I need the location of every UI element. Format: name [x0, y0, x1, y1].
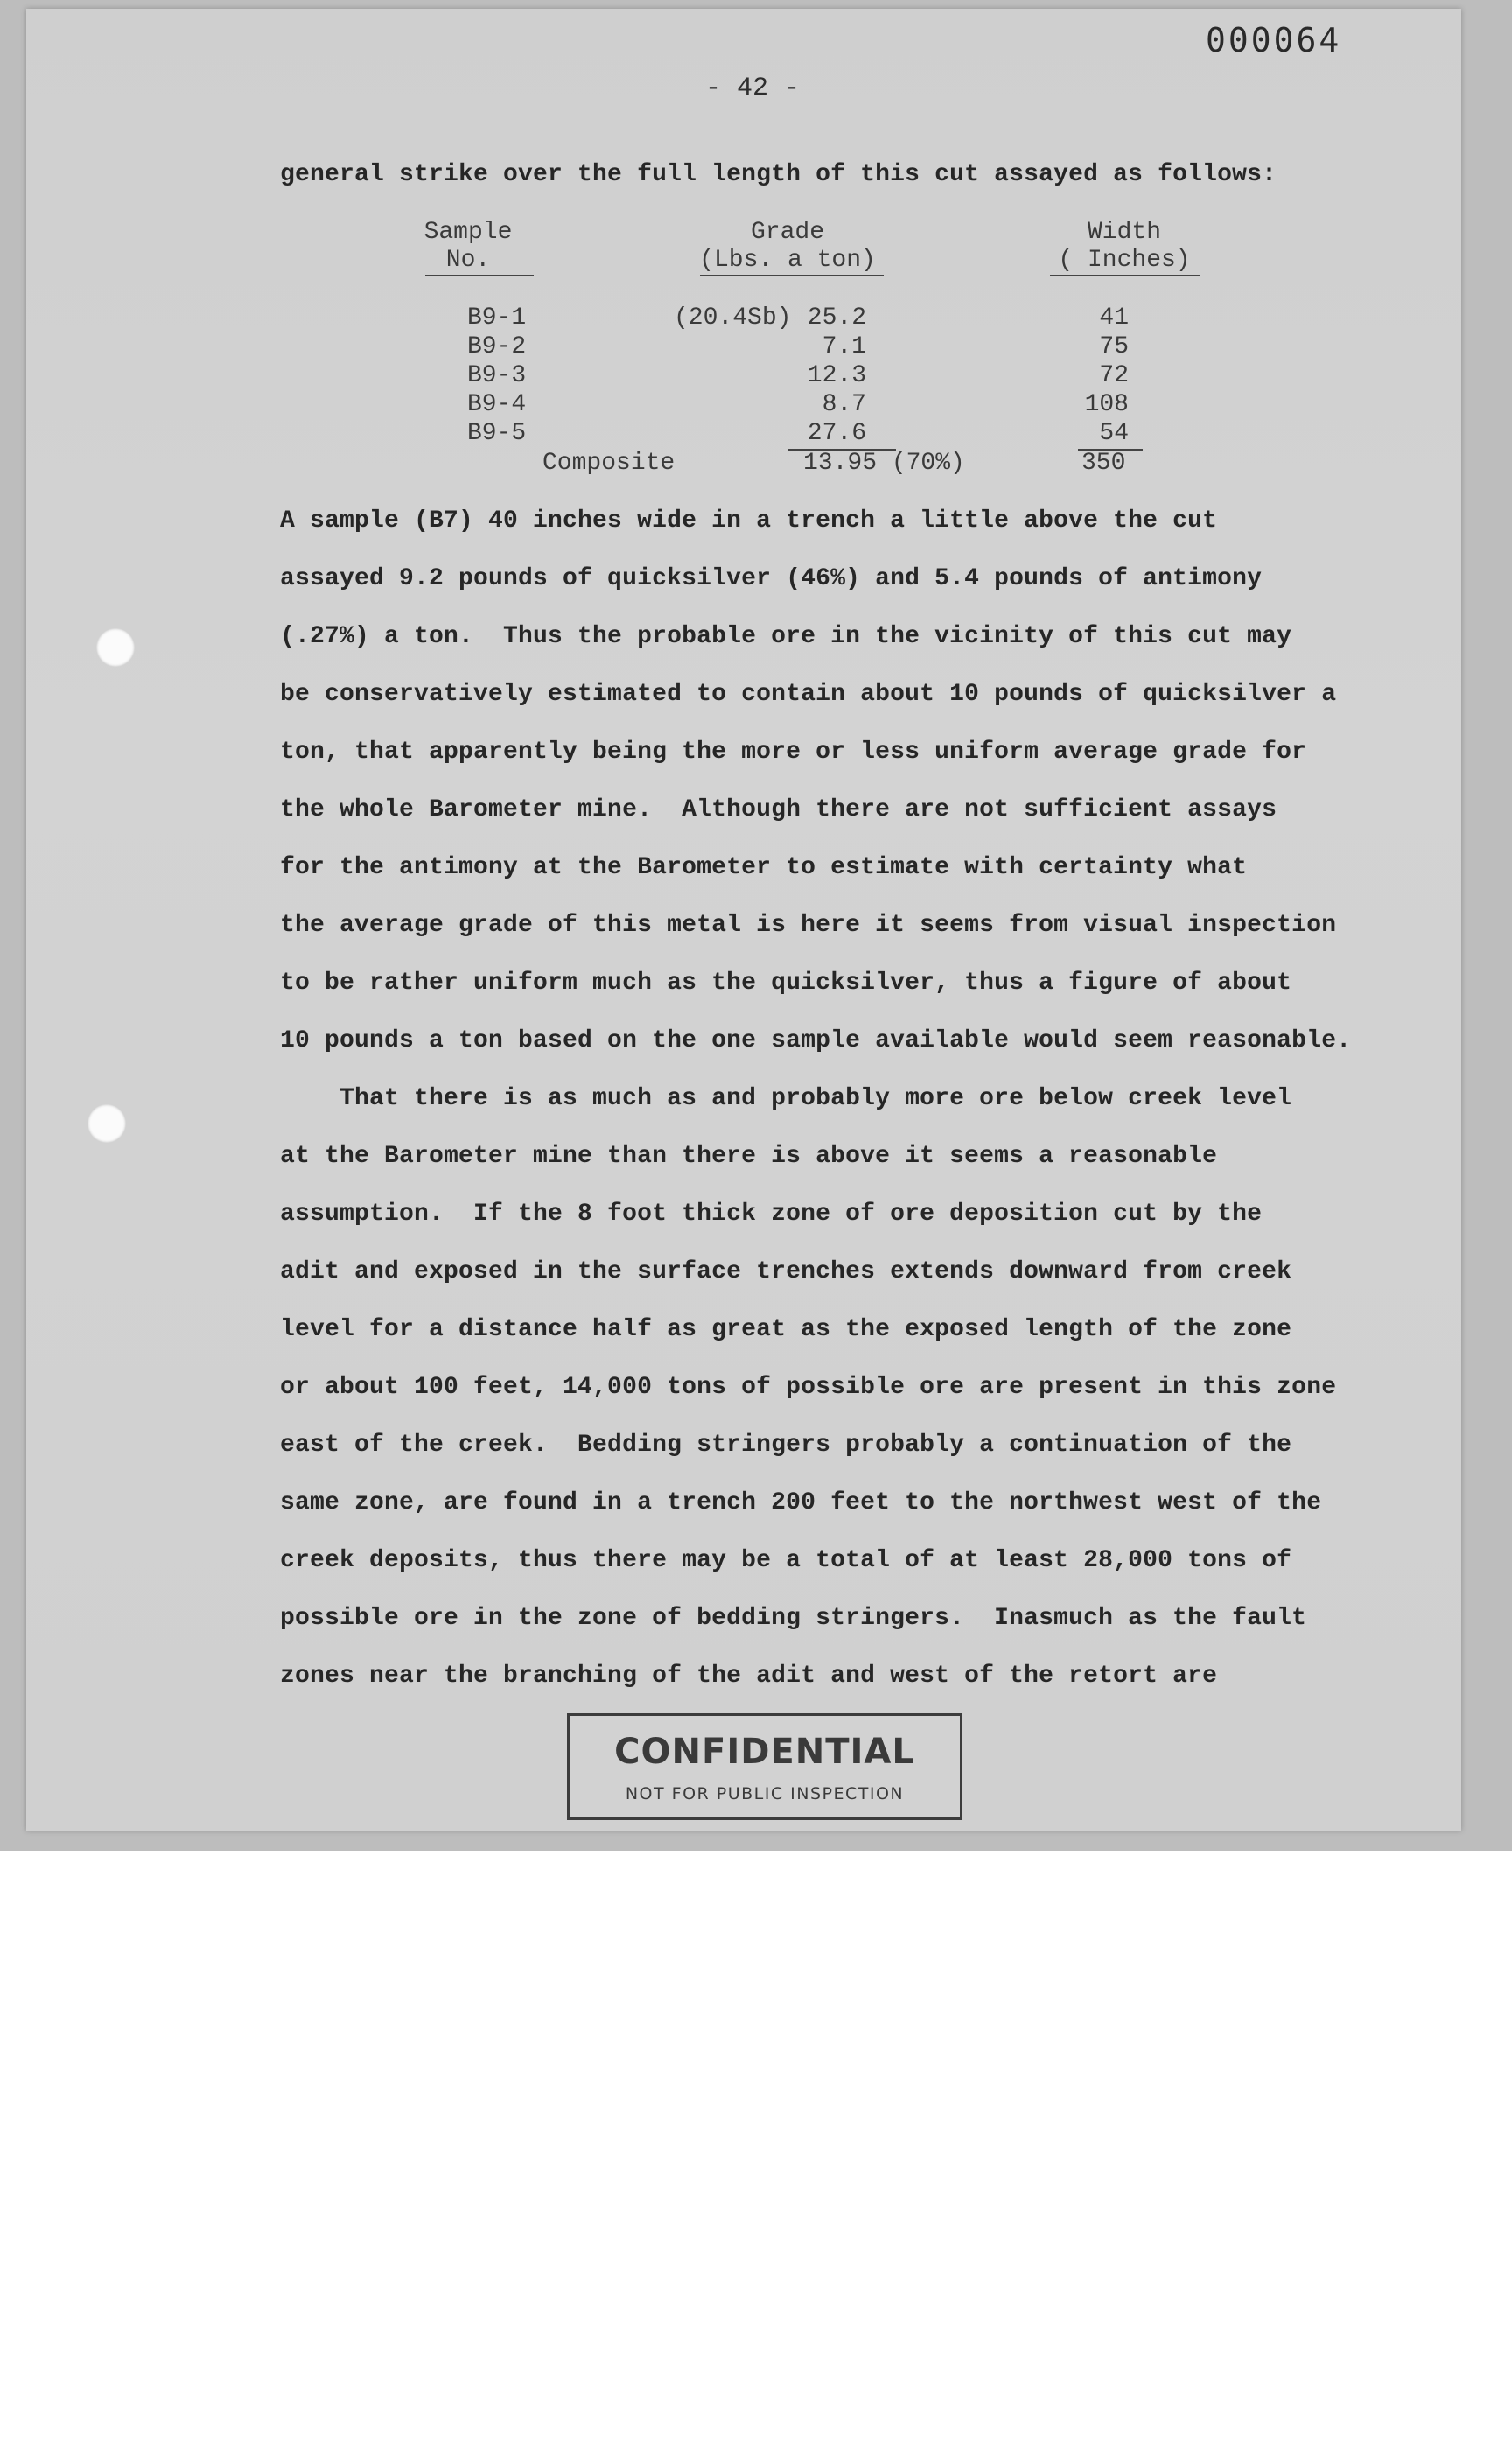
punch-hole-lower: [88, 1104, 126, 1143]
table-row-sample: B9-5: [467, 420, 527, 447]
header-sample-line1: Sample: [424, 219, 513, 246]
document-number: 000064: [1206, 21, 1342, 60]
punch-hole-upper: [96, 628, 135, 667]
text-line: ton, that apparently being the more or less uniform average grade for: [280, 738, 1307, 766]
text-line: creek deposits, thus there may be a total of at least 28,000 tons of: [280, 1547, 1292, 1574]
table-row-grade: 7.1: [822, 333, 866, 360]
text-line: same zone, are found in a trench 200 feet to the northwest west of the: [280, 1489, 1322, 1516]
text-line: east of the creek. Bedding stringers probably a continuation of the: [280, 1432, 1292, 1459]
text-line: (.27%) a ton. Thus the probable ore in the vicinity of this cut may: [280, 623, 1292, 650]
stamp-subtitle: NOT FOR PUBLIC INSPECTION: [625, 1784, 905, 1803]
header-grade-underline: [700, 275, 884, 276]
table-row-sample: B9-4: [467, 391, 527, 418]
table-row-grade-note: (20.4Sb): [674, 304, 792, 332]
text-line: A sample (B7) 40 inches wide in a trench a little above the cut: [280, 508, 1218, 535]
table-row-grade: 25.2: [807, 304, 866, 332]
text-line: at the Barometer mine than there is above it seems a reasonable: [280, 1143, 1218, 1170]
text-line: 10 pounds a ton based on the one sample available would seem reasonable.: [280, 1027, 1352, 1054]
table-row-width: 72: [1099, 362, 1129, 389]
composite-label: Composite: [542, 450, 676, 477]
text-line: be conservatively estimated to contain about 10 pounds of quicksilver a: [280, 681, 1337, 708]
table-row-width: 108: [1084, 391, 1129, 418]
text-line: for the antimony at the Barometer to estimate with certainty what: [280, 854, 1248, 881]
header-sample-line2: No.: [445, 247, 491, 274]
confidential-stamp: [567, 1713, 962, 1820]
page-number: - 42 -: [704, 74, 801, 103]
table-row-sample: B9-2: [467, 333, 527, 360]
text-line: zones near the branching of the adit and west of the retort are: [280, 1662, 1218, 1690]
header-width-line1: Width: [1087, 219, 1161, 246]
text-line: assayed 9.2 pounds of quicksilver (46%) and 5.4 pounds of antimony: [280, 565, 1263, 592]
text-line: assumption. If the 8 foot thick zone of ore deposition cut by the: [280, 1200, 1263, 1228]
composite-width: 350: [1082, 450, 1126, 477]
composite-grade: 13.95 (70%): [803, 450, 965, 477]
header-grade-line2: (Lbs. a ton): [699, 247, 876, 274]
header-width-line2: ( Inches): [1058, 247, 1191, 274]
table-row-grade: 27.6: [807, 420, 866, 447]
text-line: the whole Barometer mine. Although there are not sufficient assays: [280, 796, 1278, 823]
header-sample-underline: [425, 275, 534, 276]
table-row-sample: B9-1: [467, 304, 527, 332]
text-line: or about 100 feet, 14,000 tons of possible ore are present in this zone: [280, 1374, 1337, 1401]
table-row-width: 75: [1099, 333, 1129, 360]
text-line: level for a distance half as great as the exposed length of the zone: [280, 1316, 1292, 1343]
header-width-underline: [1050, 275, 1200, 276]
text-line: adit and exposed in the surface trenches extends downward from creek: [280, 1258, 1292, 1285]
text-line: to be rather uniform much as the quicksilver, thus a figure of about: [280, 970, 1292, 997]
table-row-width: 41: [1099, 304, 1129, 332]
intro-line: general strike over the full length of this cut assayed as follows:: [280, 161, 1278, 188]
text-line: That there is as much as and probably more ore below creek level: [280, 1085, 1292, 1112]
table-row-grade: 8.7: [822, 391, 866, 418]
table-row-sample: B9-3: [467, 362, 527, 389]
text-line: the average grade of this metal is here it seems from visual inspection: [280, 912, 1337, 939]
text-line: possible ore in the zone of bedding stringers. Inasmuch as the fault: [280, 1605, 1307, 1632]
table-row-grade: 12.3: [807, 362, 866, 389]
header-grade-line1: Grade: [750, 219, 824, 246]
stamp-title: CONFIDENTIAL: [614, 1732, 915, 1772]
table-row-width: 54: [1099, 420, 1129, 447]
